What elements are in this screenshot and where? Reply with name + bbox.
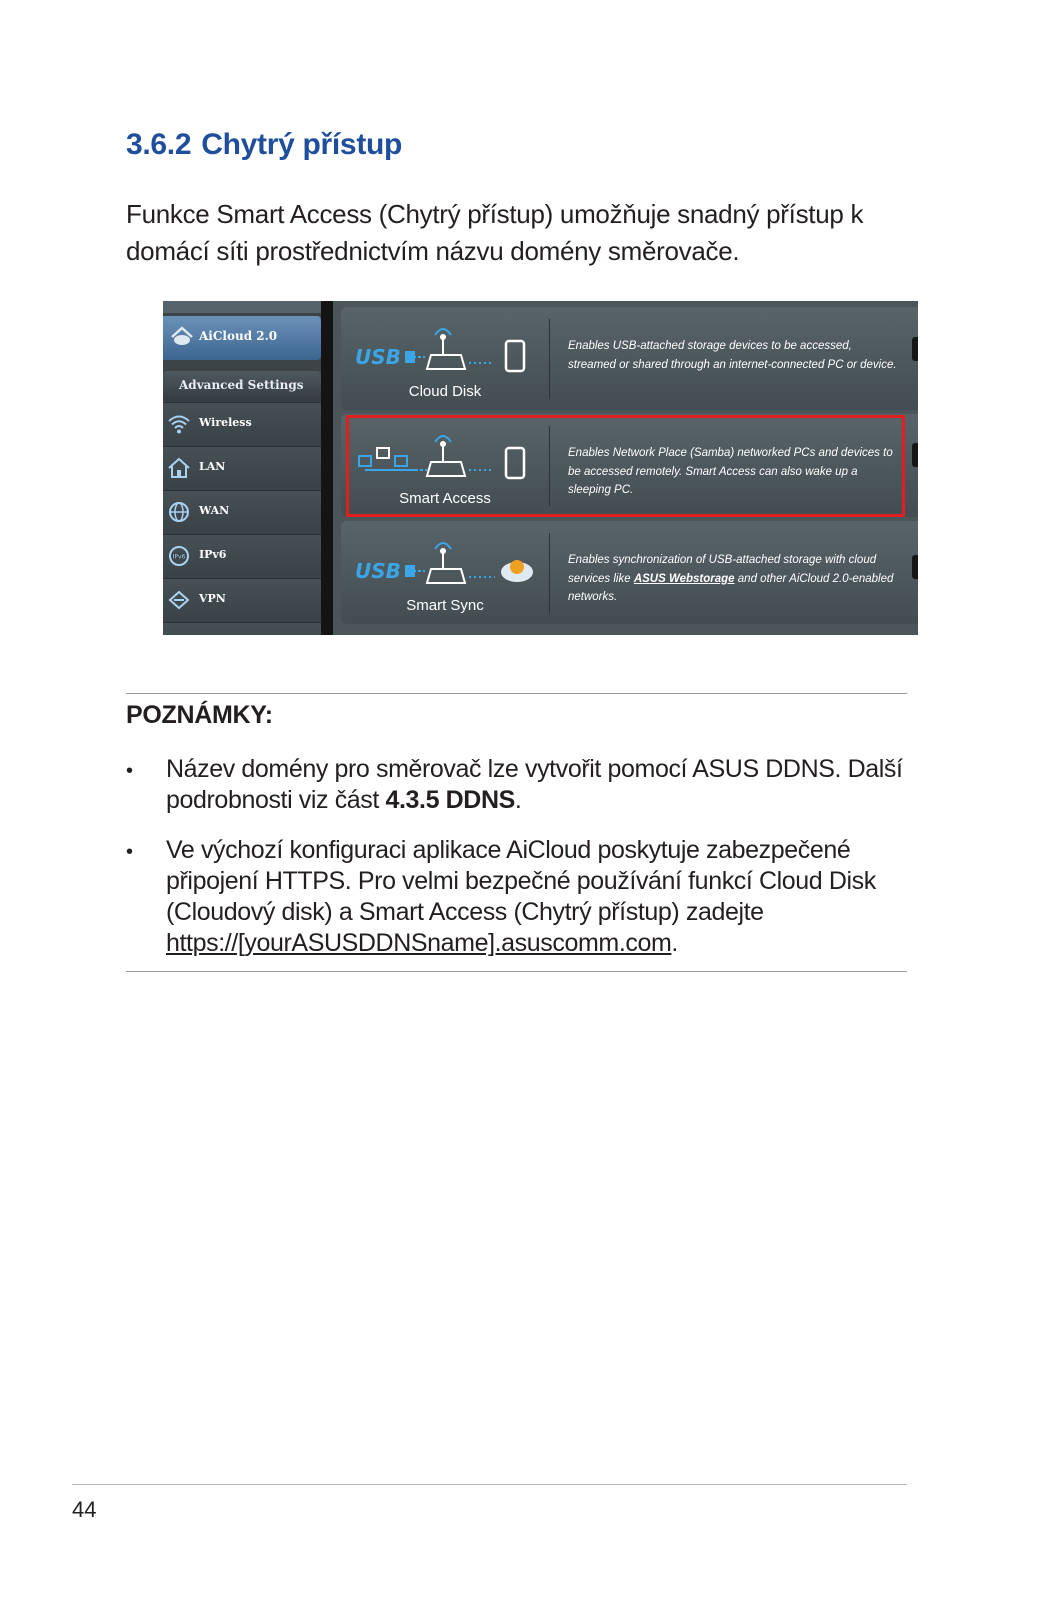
smart-access-highlight	[346, 415, 905, 517]
panel-description: Enables USB-attached storage devices to be accessed, streamed or shared through an internet-connected PC or device.	[568, 340, 897, 371]
sidebar-item-vpn[interactable]	[163, 578, 321, 622]
panel-toggle[interactable]	[912, 443, 918, 467]
smart-sync-panel[interactable]	[341, 521, 918, 624]
sidebar-item-label: Wireless	[199, 416, 252, 429]
sidebar-item-label: LAN	[199, 460, 226, 473]
panel-toggle[interactable]	[912, 555, 918, 579]
cloud-disk-panel[interactable]	[341, 307, 918, 410]
router-ui-screenshot	[163, 301, 918, 635]
sidebar-item-label: WAN	[199, 504, 230, 517]
sidebar-item-label: VPN	[199, 592, 226, 605]
sidebar-separator	[321, 301, 333, 635]
cloud-disk-icon	[355, 325, 545, 377]
panel-toggle[interactable]	[912, 337, 918, 361]
sidebar-item-wireless[interactable]	[163, 402, 321, 446]
advanced-settings-label: Advanced Settings	[179, 378, 304, 392]
panel-name: Cloud Disk	[408, 383, 482, 400]
section-number: 3.6.2	[126, 128, 192, 161]
globe-icon	[166, 499, 192, 525]
sidebar-item-label: IPv6	[199, 548, 227, 561]
bullet: •	[126, 841, 134, 863]
sidebar-active-label: AiCloud 2.0	[199, 329, 278, 343]
note-item-1: Název domény pro směrovač lze vytvořit pomocí ASUS DDNS. Další podrobnosti viz část 4.3.5 DDNS.	[166, 755, 903, 814]
panel-divider	[549, 319, 550, 399]
ddns-url-link[interactable]: https://[yourASUSDDNSname].asuscomm.com	[166, 929, 672, 957]
panel-description: Enables synchronization of USB-attached storage with cloud services like ASUS Webstorage and other AiCloud 2.0-enabled networks.	[568, 554, 894, 603]
panel-divider	[549, 533, 550, 613]
wifi-icon	[166, 411, 192, 437]
ddns-reference: 4.3.5 DDNS	[385, 786, 515, 814]
note-item-2: Ve výchozí konfiguraci aplikace AiCloud poskytuje zabezpečené připojení HTTPS. Pro velmi bezpečné používání funkcí Cloud Disk (Cloudový disk) a Smart Access (Chytrý přístup) zadejte https://[yourASUSDDNSname].asuscomm.com.	[166, 836, 876, 957]
sidebar-item-wan[interactable]	[163, 490, 321, 534]
bullet: •	[126, 760, 134, 782]
home-icon	[166, 455, 192, 481]
footer-rule	[72, 1484, 907, 1485]
panel-name: Smart Sync	[406, 597, 484, 614]
sidebar-item-partial	[163, 622, 321, 635]
page-title	[126, 128, 402, 162]
sidebar-top-strip	[163, 301, 321, 313]
usb-logo: USB	[355, 345, 401, 369]
asus-webstorage-link[interactable]: ASUS Webstorage	[633, 572, 735, 585]
notes-top-rule	[126, 693, 907, 694]
notes-bottom-rule	[126, 971, 907, 972]
smart-sync-icon	[355, 539, 545, 591]
cloud-home-icon	[169, 323, 195, 349]
notes-heading: POZNÁMKY:	[126, 701, 273, 729]
svg-text:IPv6: IPv6	[172, 553, 186, 561]
panel-description: Enables Network Place (Samba) networked PCs and devices to be accessed remotely. Smart Access can also wake up a sleeping PC.	[568, 447, 893, 496]
sidebar-item-lan[interactable]	[163, 446, 321, 490]
section-title: Chytrý přístup	[201, 128, 403, 161]
vpn-icon	[166, 587, 192, 613]
intro-paragraph: Funkce Smart Access (Chytrý přístup) umožňuje snadný přístup k domácí síti prostřednictvím názvu domény směrovače.	[126, 199, 864, 266]
sidebar	[163, 301, 321, 635]
panel-name: Smart Access	[399, 490, 491, 507]
usb-logo: USB	[355, 559, 401, 583]
ipv6-icon	[166, 543, 192, 569]
sidebar-item-ipv6[interactable]	[163, 534, 321, 578]
page-number: 44	[72, 1497, 97, 1522]
